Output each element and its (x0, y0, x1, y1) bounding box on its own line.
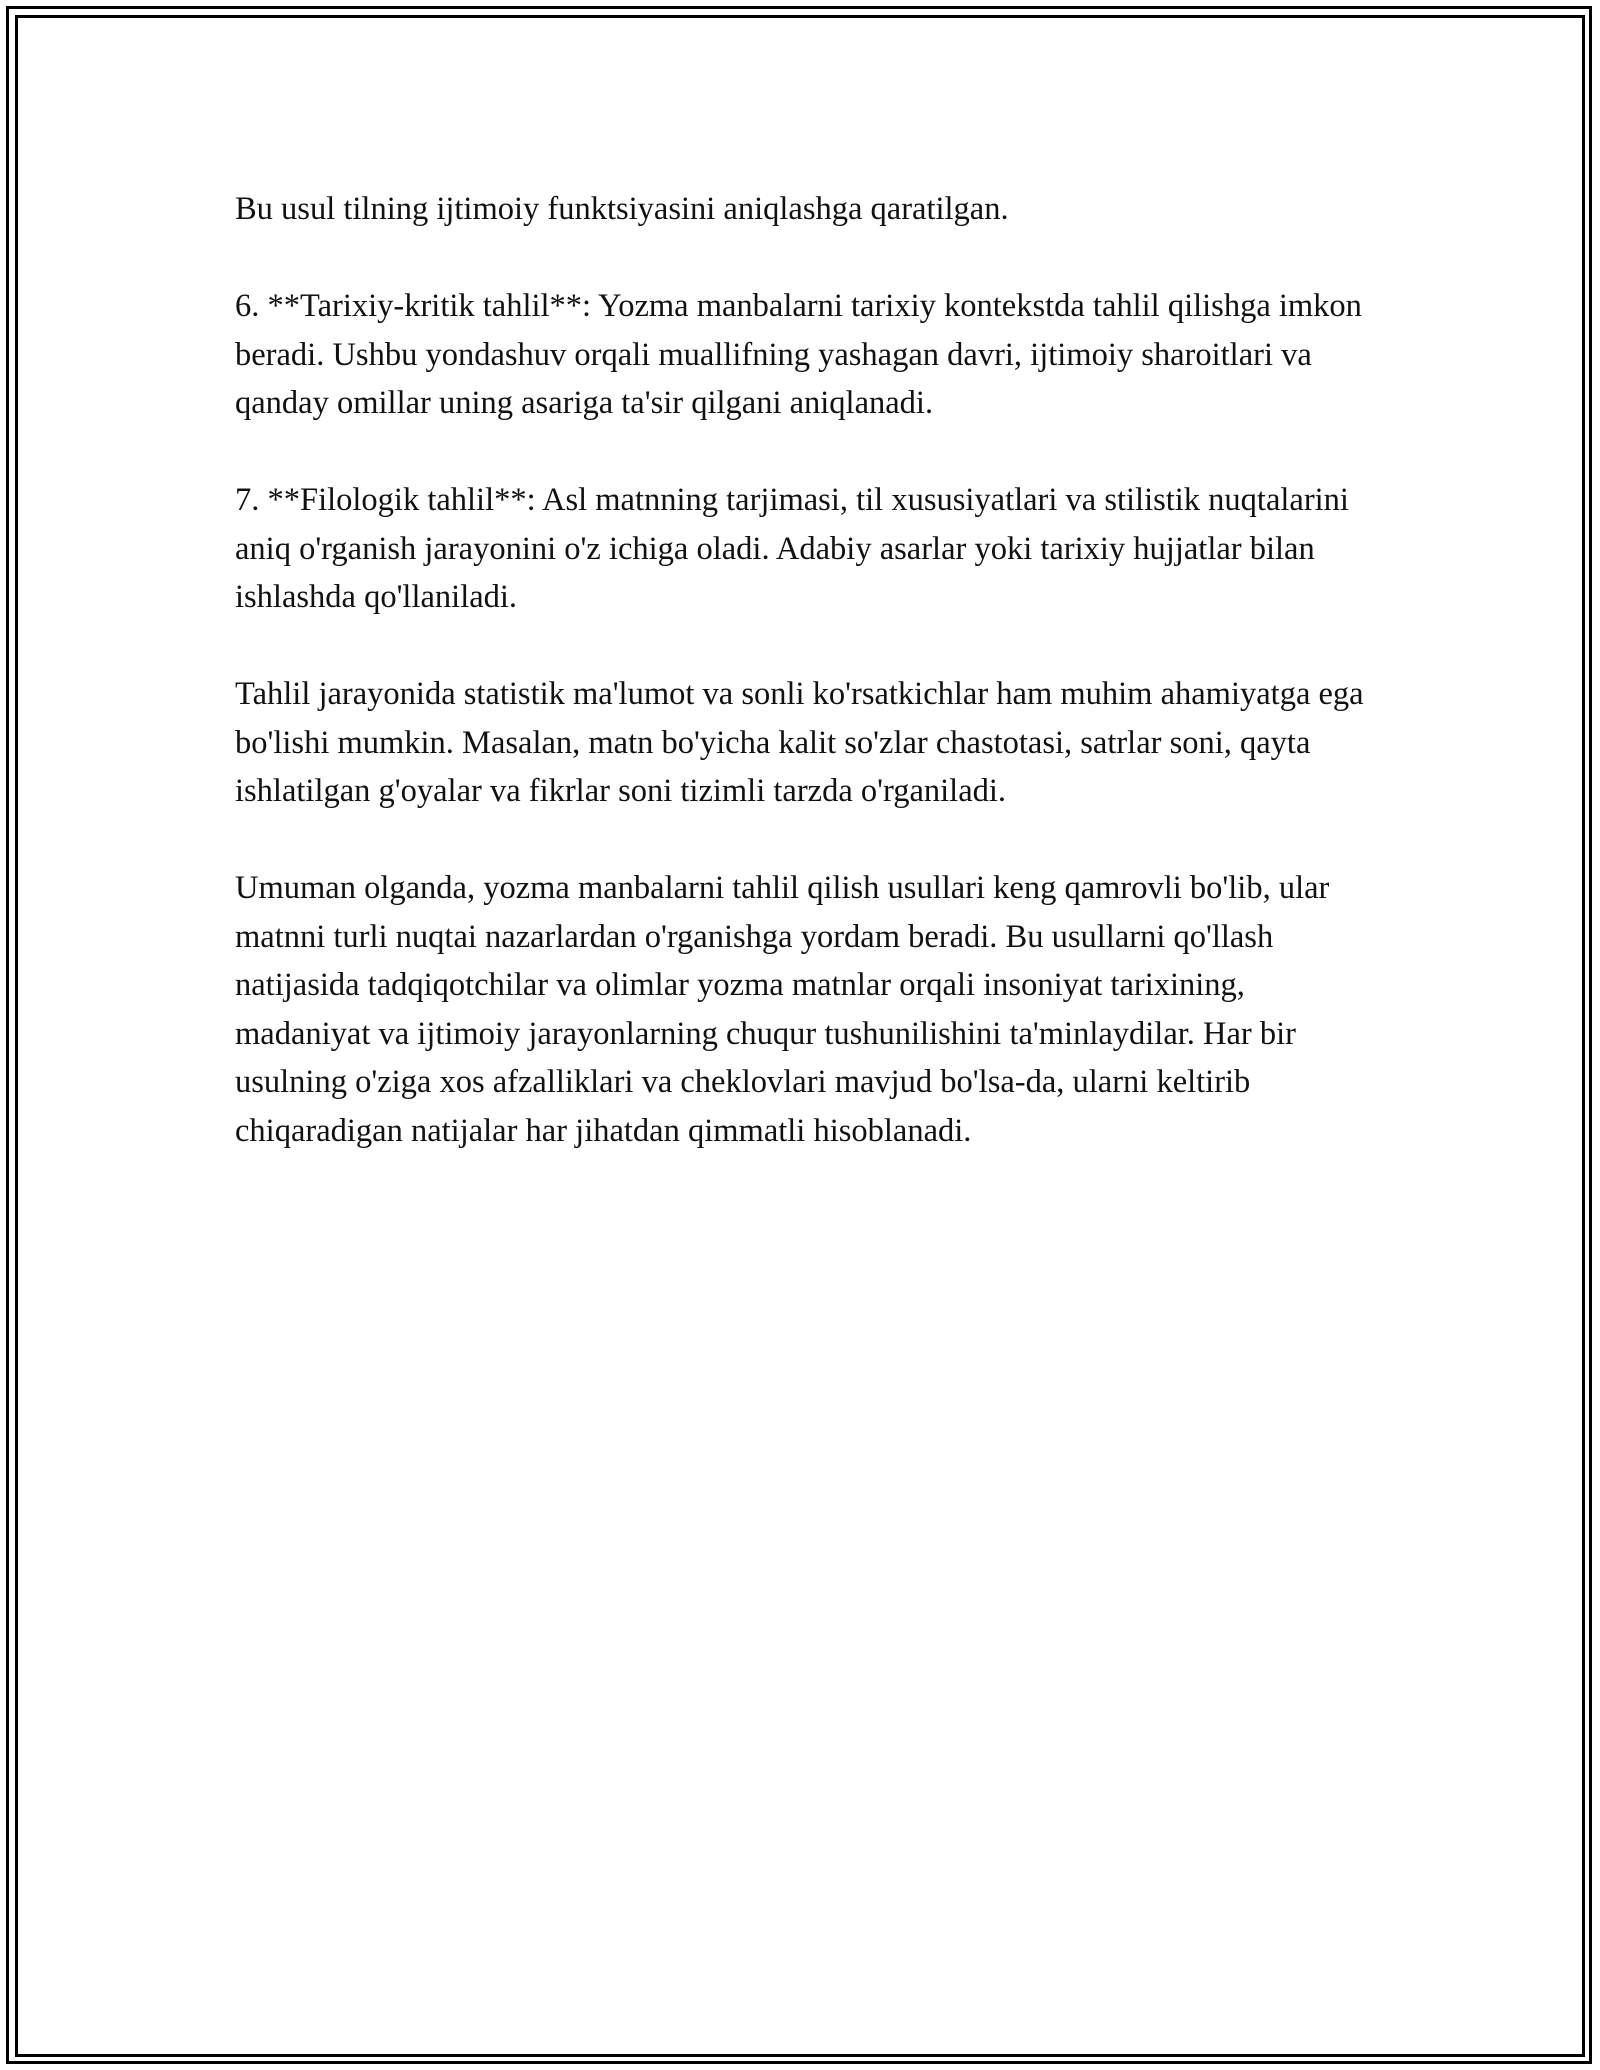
document-body (235, 185, 1385, 1204)
paragraph-tarixiy-kritik: 6. **Tarixiy-kritik tahlil**: Yozma manbalarni tarixiy kontekstda tahlil qilishga imkon beradi. Ushbu yondashuv orqali muallifning yashagan davri, ijtimoiy sharoitlari va qanday omillar uning asariga ta'sir qilgani aniqlanadi. (235, 288, 1362, 421)
paragraph-intro: Bu usul tilning ijtimoiy funktsiyasini aniqlashga qaratilgan. (235, 191, 1009, 227)
paragraph-conclusion: Umuman olganda, yozma manbalarni tahlil qilish usullari keng qamrovli bo'lib, ular matnni turli nuqtai nazarlardan o'rganishga yordam beradi. Bu usullarni qo'llash natijasida tadqiqotchilar va olimlar yozma matnlar orqali insoniyat tarixining, madaniyat va ijtimoiy jarayonlarning chuqur tushunilishini ta'minlaydilar. Har bir usulning o'ziga xos afzalliklari va cheklovlari mavjud bo'lsa-da, ularni keltirib chiqaradigan natijalar har jihatdan qimmatli hisoblanadi. (235, 870, 1330, 1149)
paragraph-filologik: 7. **Filologik tahlil**: Asl matnning tarjimasi, til xususiyatlari va stilistik nuqtalarini aniq o'rganish jarayonini o'z ichiga oladi. Adabiy asarlar yoki tarixiy hujjatlar bilan ishlashda qo'llaniladi. (235, 482, 1349, 615)
paragraph-statistik: Tahlil jarayonida statistik ma'lumot va sonli ko'rsatkichlar ham muhim ahamiyatga ega bo'lishi mumkin. Masalan, matn bo'yicha kalit so'zlar chastotasi, satrlar soni, qayta ishlatilgan g'oyalar va fikrlar soni tizimli tarzda o'rganiladi. (235, 676, 1364, 809)
